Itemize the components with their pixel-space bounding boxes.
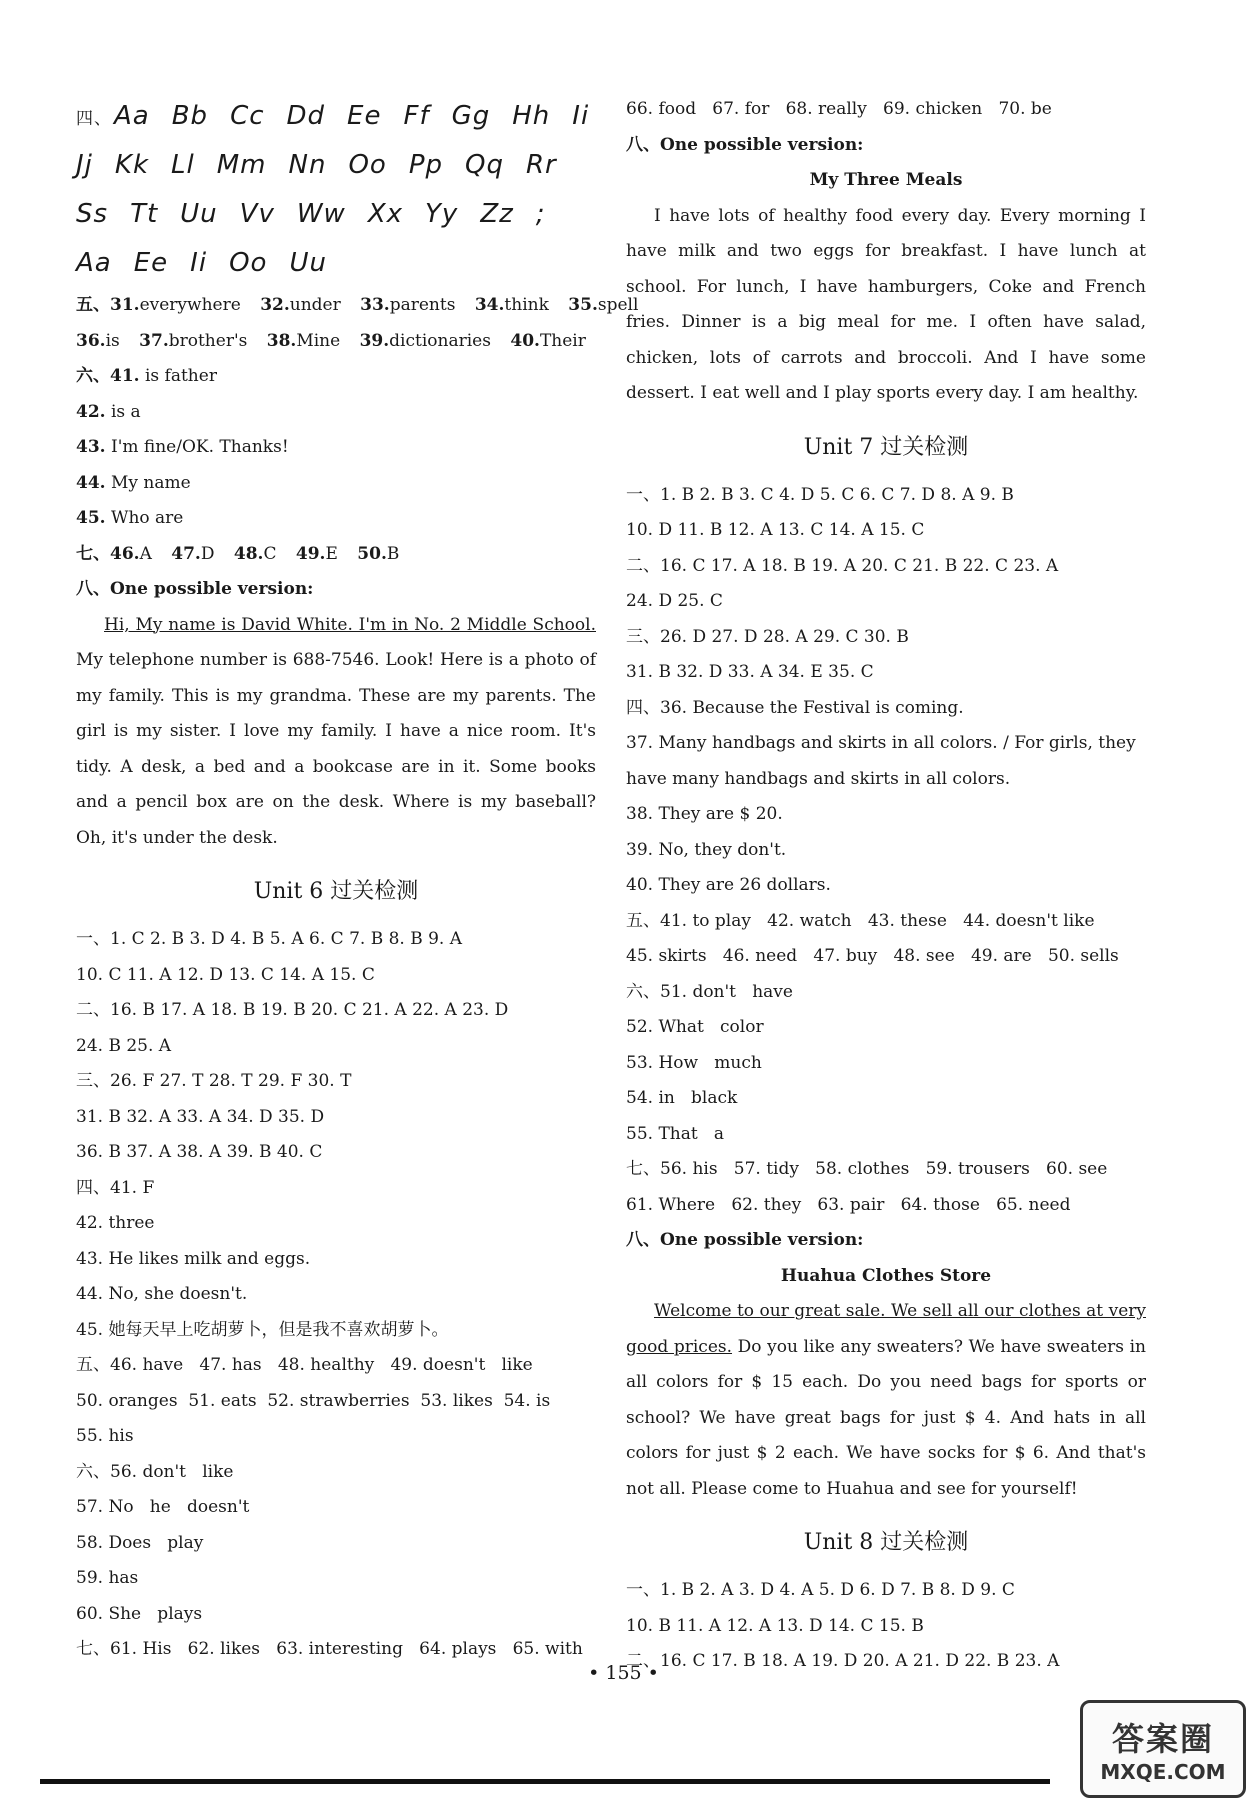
q-num: 39. (359, 330, 390, 351)
letter: Pp (408, 150, 443, 180)
answer: Mine (296, 330, 341, 351)
answer-line: 54. in black (626, 1088, 738, 1108)
watermark-logo (1080, 1700, 1246, 1798)
unit-7-heading: Unit 7 过关检测 (803, 434, 969, 460)
answer: spell (597, 295, 639, 315)
page-number: • 155 • (588, 1662, 659, 1684)
answer-line: 七、61. His 62. likes 63. interesting 64. plays 65. with (76, 1639, 583, 1659)
letter: Ll (171, 150, 195, 180)
sample-essay: I have lots of healthy food every day. Every morning I have milk and two eggs for breakfast. I have lunch at school. For lunch, I have hamburgers, Coke and French fries. Dinner is a big meal for me. I often have salad, chicken, lots of carrots and broccoli. And I have some dessert. I eat well and I play sports every day. I am healthy. (626, 205, 1146, 403)
answer-line: 58. Does play (76, 1532, 204, 1553)
answer: think (504, 295, 549, 315)
q-num: 50. (357, 543, 387, 564)
letter: Yy (425, 199, 459, 229)
answer: Their (539, 330, 586, 351)
left-column (76, 92, 639, 1668)
answer-line: 60. She plays (76, 1603, 203, 1624)
letter: Cc (230, 101, 265, 131)
letter: Zz (480, 199, 514, 229)
answer-line: 24. B 25. A (76, 1035, 172, 1056)
answer-line: 52. What color (626, 1017, 764, 1037)
letter: Kk (114, 150, 150, 180)
answer-line: 10. C 11. A 12. D 13. C 14. A 15. C (76, 964, 375, 985)
answer-line: 31. B 32. A 33. A 34. D 35. D (76, 1106, 325, 1127)
answer-line: 六、51. don't have (626, 981, 793, 1002)
answer: dictionaries (389, 330, 491, 351)
answer-line: 36. B 37. A 38. A 39. B 40. C (76, 1142, 323, 1162)
answer-line: 50. oranges 51. eats 52. strawberries 53. likes 54. is (76, 1390, 551, 1411)
letter: Tt (130, 199, 159, 229)
answer-line: 59. has (76, 1568, 139, 1588)
answer: under (289, 295, 341, 315)
letter: Qq (465, 150, 504, 180)
section-heading: 八、One possible version: (76, 579, 314, 599)
answer: E (325, 543, 338, 564)
answer-line: have many handbags and skirts in all colors. (626, 768, 1011, 789)
answer-line: 55. his (76, 1426, 134, 1446)
letter: Mm (216, 150, 267, 180)
answer-line (76, 359, 596, 395)
answer: B (386, 543, 400, 564)
q-num: 42. (76, 401, 106, 422)
q-num: 48. (233, 543, 264, 564)
answer: I'm fine/OK. Thanks! (110, 437, 289, 457)
answer-line: 七、56. his 57. tidy 58. clothes 59. trousers 60. see (626, 1159, 1108, 1179)
answer: A (139, 543, 152, 564)
letter: Vv (239, 199, 275, 229)
answer-line (76, 324, 596, 360)
letter: Nn (288, 150, 327, 180)
q-num: 44. (76, 472, 106, 493)
answer-line: 31. B 32. D 33. A 34. E 35. C (626, 662, 874, 682)
answer-line: 42. three (76, 1213, 155, 1233)
essay-title: My Three Meals (809, 170, 963, 190)
answer-line (76, 395, 596, 431)
answer-line: 10. B 11. A 12. A 13. D 14. C 15. B (626, 1615, 924, 1636)
answer-line: 38. They are $ 20. (626, 804, 783, 824)
answer-line: 55. That a (626, 1123, 725, 1144)
essay-underlined-sentence: Welcome to our great sale. We sell all our clothes at very good prices. (626, 1301, 1146, 1357)
q-num: 六、41. (76, 366, 140, 386)
watermark-url: MXQE.COM (1100, 1760, 1226, 1784)
answer-line: 45. skirts 46. need 47. buy 48. see 49. are 50. sells (626, 946, 1119, 966)
answer: is a (110, 401, 141, 422)
q-num: 43. (76, 437, 106, 457)
answer-line: 44. No, she doesn't. (76, 1284, 248, 1304)
bottom-rule (40, 1779, 1050, 1784)
answer-line (76, 501, 596, 537)
letter: Ww (296, 199, 346, 229)
answer-line (76, 537, 596, 573)
answer-line: 61. Where 62. they 63. pair 64. those 65. need (626, 1194, 1071, 1215)
unit-6-heading: Unit 6 过关检测 (253, 879, 419, 904)
right-column (626, 92, 1146, 1680)
q-num: 37. (139, 330, 169, 351)
answer: D (200, 543, 215, 564)
answer: is father (144, 366, 217, 386)
answer-line: 一、1. C 2. B 3. D 4. B 5. A 6. C 7. B 8. B 9. A (76, 929, 463, 949)
letter: ; (535, 199, 546, 229)
q-num: 七、46. (76, 543, 140, 564)
answer-line: 66. food 67. for 68. really 69. chicken 70. be (626, 99, 1052, 119)
letter: Ee (347, 101, 382, 131)
letter: Aa (76, 248, 112, 278)
letter: Ff (403, 101, 430, 131)
letter: Uu (289, 248, 327, 278)
answer-line: 四、36. Because the Festival is coming. (626, 697, 964, 718)
section-heading: 八、One possible version: (626, 134, 864, 155)
q-num: 32. (260, 295, 290, 315)
answer-line: 43. He likes milk and eggs. (76, 1248, 311, 1269)
answer-line: 五、46. have 47. has 48. healthy 49. doesn't like (76, 1355, 533, 1375)
letter: Bb (171, 101, 209, 131)
answer-line: 六、56. don't like (76, 1461, 234, 1482)
answer-line: 45. 她每天早上吃胡萝卜，但是我不喜欢胡萝卜。 (76, 1319, 449, 1340)
letter: Xx (367, 199, 404, 229)
letter: Rr (525, 150, 557, 180)
essay-body: My telephone number is 688-7546. Look! Here is a photo of my family. This is my grandma. These are my parents. The girl is my sister. I love my family. I have a nice room. It's tidy. A desk, a bed and a bookcase are in it. Some books and a pencil box are on the desk. Where is my baseball? Oh, it's under the desk. (76, 650, 596, 848)
answer-line: 二、16. C 17. A 18. B 19. A 20. C 21. B 22. C 23. A (626, 555, 1059, 576)
answer: C (263, 543, 277, 564)
answer-line: 一、1. B 2. B 3. C 4. D 5. C 6. C 7. D 8. A 9. B (626, 484, 1014, 505)
letter: Oo (229, 248, 268, 278)
answer-line: 57. No he doesn't (76, 1497, 250, 1517)
answer-line (76, 430, 596, 466)
alphabet-row-4 (76, 239, 596, 288)
q-num: 35. (568, 295, 598, 315)
q-num: 40. (510, 330, 540, 351)
watermark-text: 答案圈 (1111, 1720, 1214, 1758)
letter: Ee (133, 248, 169, 278)
essay-underlined-sentence: Hi, My name is David White. I'm in No. 2 Middle School. (104, 614, 596, 635)
letter: Jj (76, 150, 93, 180)
q-num: 五、31. (76, 295, 140, 315)
letter: Uu (180, 199, 218, 229)
answer: parents (389, 295, 456, 315)
letter: Gg (451, 101, 491, 131)
q-num: 49. (295, 543, 326, 564)
alphabet-row-2 (76, 141, 596, 190)
answer-line (76, 288, 639, 324)
answer-line (76, 466, 596, 502)
answer-line: 一、1. B 2. A 3. D 4. A 5. D 6. D 7. B 8. D 9. C (626, 1580, 1015, 1600)
unit-8-heading: Unit 8 过关检测 (803, 1530, 969, 1555)
letter: Ss (76, 199, 109, 229)
alphabet-row-3 (76, 190, 596, 239)
answer: is (105, 330, 120, 351)
answer: everywhere (139, 295, 241, 315)
section-heading: 八、One possible version: (626, 1230, 864, 1250)
letter: Aa (114, 101, 150, 131)
alphabet-row-1 (76, 92, 596, 141)
answer-line: 二、16. B 17. A 18. B 19. B 20. C 21. A 22. A 23. D (76, 1000, 509, 1020)
q-num: 45. (76, 508, 106, 528)
letter: Oo (348, 150, 387, 180)
letter: Hh (512, 101, 551, 131)
answer: Who are (110, 508, 184, 528)
letter: Ii (190, 248, 208, 278)
answer-line: 三、26. D 27. D 28. A 29. C 30. B (626, 626, 909, 647)
answer-line: 二、16. C 17. B 18. A 19. D 20. A 21. D 22. B 23. A (626, 1651, 1060, 1671)
answer-line: 四、41. F (76, 1177, 155, 1198)
answer-line: 五、41. to play 42. watch 43. these 44. doesn't like (626, 910, 1095, 931)
answer-line: 40. They are 26 dollars. (626, 875, 831, 895)
sample-essay (626, 1294, 1146, 1507)
q-num: 34. (474, 295, 505, 315)
answer-line: 37. Many handbags and skirts in all colors. / For girls, they (626, 733, 1136, 753)
q-num: 47. (171, 543, 201, 564)
answer-line: 53. How much (626, 1052, 762, 1073)
essay-body: Do you like any sweaters? We have sweaters in all colors for $ 15 each. Do you need bags for sports or school? We have great bags for just $ 4. And hats in all colors for just $ 2 each. We have socks for $ 6. And that's not all. Please come to Huahua and see for yourself! (626, 1336, 1146, 1499)
section-prefix: 四、 (76, 109, 112, 129)
sample-essay (76, 608, 596, 857)
answer-line: 三、26. F 27. T 28. T 29. F 30. T (76, 1071, 352, 1091)
answer: My name (110, 472, 191, 493)
letter: Dd (286, 101, 326, 131)
answer-line: 39. No, they don't. (626, 839, 787, 860)
answer-line: 24. D 25. C (626, 591, 723, 611)
q-num: 36. (76, 330, 106, 351)
essay-title: Huahua Clothes Store (780, 1265, 992, 1286)
q-num: 33. (360, 295, 390, 315)
q-num: 38. (266, 330, 297, 351)
answer: brother's (168, 330, 248, 351)
letter: Ii (572, 101, 590, 131)
answer-line: 10. D 11. B 12. A 13. C 14. A 15. C (626, 520, 925, 540)
